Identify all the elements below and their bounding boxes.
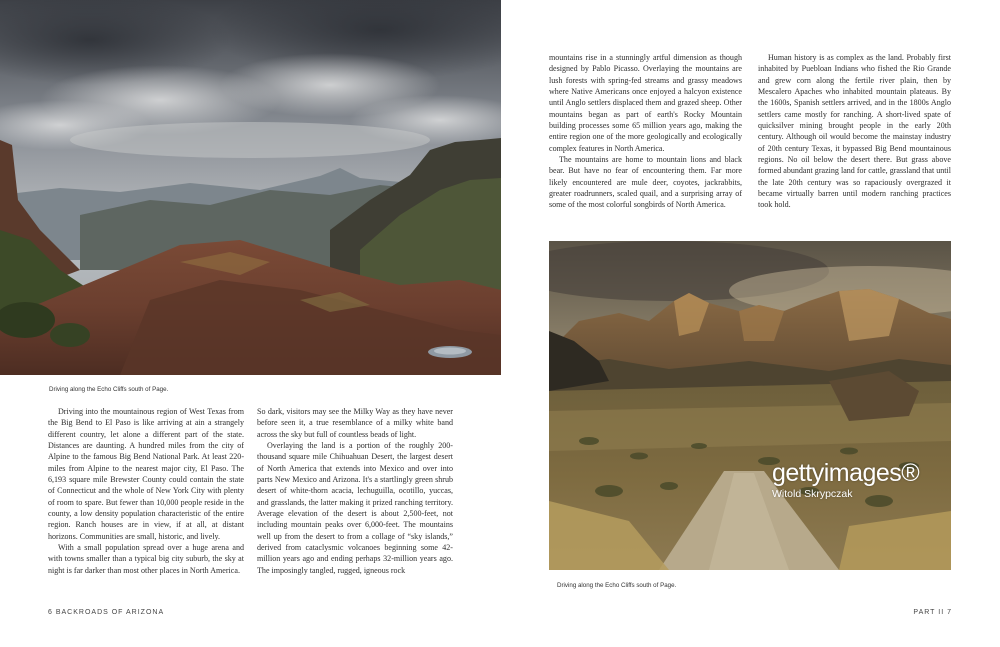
right-photo: [549, 241, 951, 570]
right-column-4: [758, 52, 951, 211]
mountain-landscape-photo: [0, 0, 501, 375]
right-folio: PART II 7: [913, 609, 952, 616]
left-photo-caption: Driving along the Echo Cliffs south of Page.: [49, 386, 169, 393]
right-photo-caption: Driving along the Echo Cliffs south of Page.: [557, 582, 677, 589]
left-column-1: [48, 406, 244, 576]
paragraph: The mountains are home to mountain lions and black bear. But have no fear of encountering them. Far more likely encountered are mule deer, coyotes, jackrabbits, greater roadrunners, scaled quail, and a surprising array of some of the most colorful songbirds of North America.: [549, 155, 742, 210]
watermark-logo: gettyimages®: [772, 459, 920, 487]
paragraph: mountains rise in a stunningly artful dimension as though designed by Pablo Picasso. Overlaying the mountains are lush forests with spring-fed streams and grassy meadows where Native Americans once enjoyed a halcyon existence until Anglo settlers displaced them and grazed sheep. Other mountains began as part of earth's Rocky Mountain building processes some 65 million years ago, making the entire region one of the more geologically and ecologically complex features in North America.: [549, 53, 742, 153]
paragraph: So dark, visitors may see the Milky Way as they have never before seen it, a true resemblance of a milky white band across the sky but full of countless beads of light.: [257, 407, 453, 439]
paragraph: With a small population spread over a huge arena and with towns smaller than a typical big city suburb, the sky at night is far darker than most other places in North America.: [48, 543, 244, 575]
desert-road-photo: [549, 241, 951, 570]
paragraph: Human history is as complex as the land. Probably first inhabited by Puebloan Indians who fished the Rio Grande and grew corn along the fertile river plain, then by Mescalero Apaches who inhabited mountain plateaus. By the 1600s, Spanish settlers arrived, and in the 1800s Anglo settlers came mostly for ranching. A short-lived spate of quicksilver mining brought people in the early 20th century. Although oil would become the mainstay industry of 20th century Texas, it bypassed Big Bend mountainous regions. No oil below the desert there. But grass above formed abundant grazing land for cattle, grassland that until the late 20th century was so rapaciously overgrazed it became virtually barren until modern ranching practices took hold.: [758, 53, 951, 210]
paragraph: Overlaying the land is a portion of the roughly 200-thousand square mile Chihuahuan Desert, the largest desert of North America that extends into Mexico and over into parts New Mexico and Arizona. It's a startlingly green shrub desert of white-thorn acacia, lechuguilla, ocotillo, yuccas, and grasslands, the latter making it prized ranching territory. Average elevation of the desert is about 2,500-feet, not including mountain peaks over 6,000-feet. The mountains well up from the desert to from a collage of “sky islands,” derived from cataclysmic volcanoes beginning some 42-million years ago and ending perhaps 32-million years ago. The imposingly tangled, rugged, igneous rock: [257, 441, 453, 575]
left-photo: [0, 0, 501, 375]
left-column-2: [257, 406, 453, 576]
right-column-3: [549, 52, 742, 211]
watermark-credit: Witold Skrypczak: [772, 488, 853, 500]
paragraph: Driving into the mountainous region of West Texas from the Big Bend to El Paso is like arriving at ain a strangely different country, let alone a different part of the state. Distances are daunting. A hundred miles from the city of Alpine to the famous Big Bend National Park. At least 220-miles from Alpine to the nearest major city, El Paso. The 6,193 square mile Brewster County could contain the state of Connecticut and the whole of New York City with plenty of room to spare. But fewer than 10,000 people reside in the county, a low density population characteristic of the entire region. Ranch houses are in view, if at all, at distant horizons. Communities are small, historic, and lively.: [48, 407, 244, 541]
left-folio: 6 BACKROADS OF ARIZONA: [48, 609, 165, 616]
